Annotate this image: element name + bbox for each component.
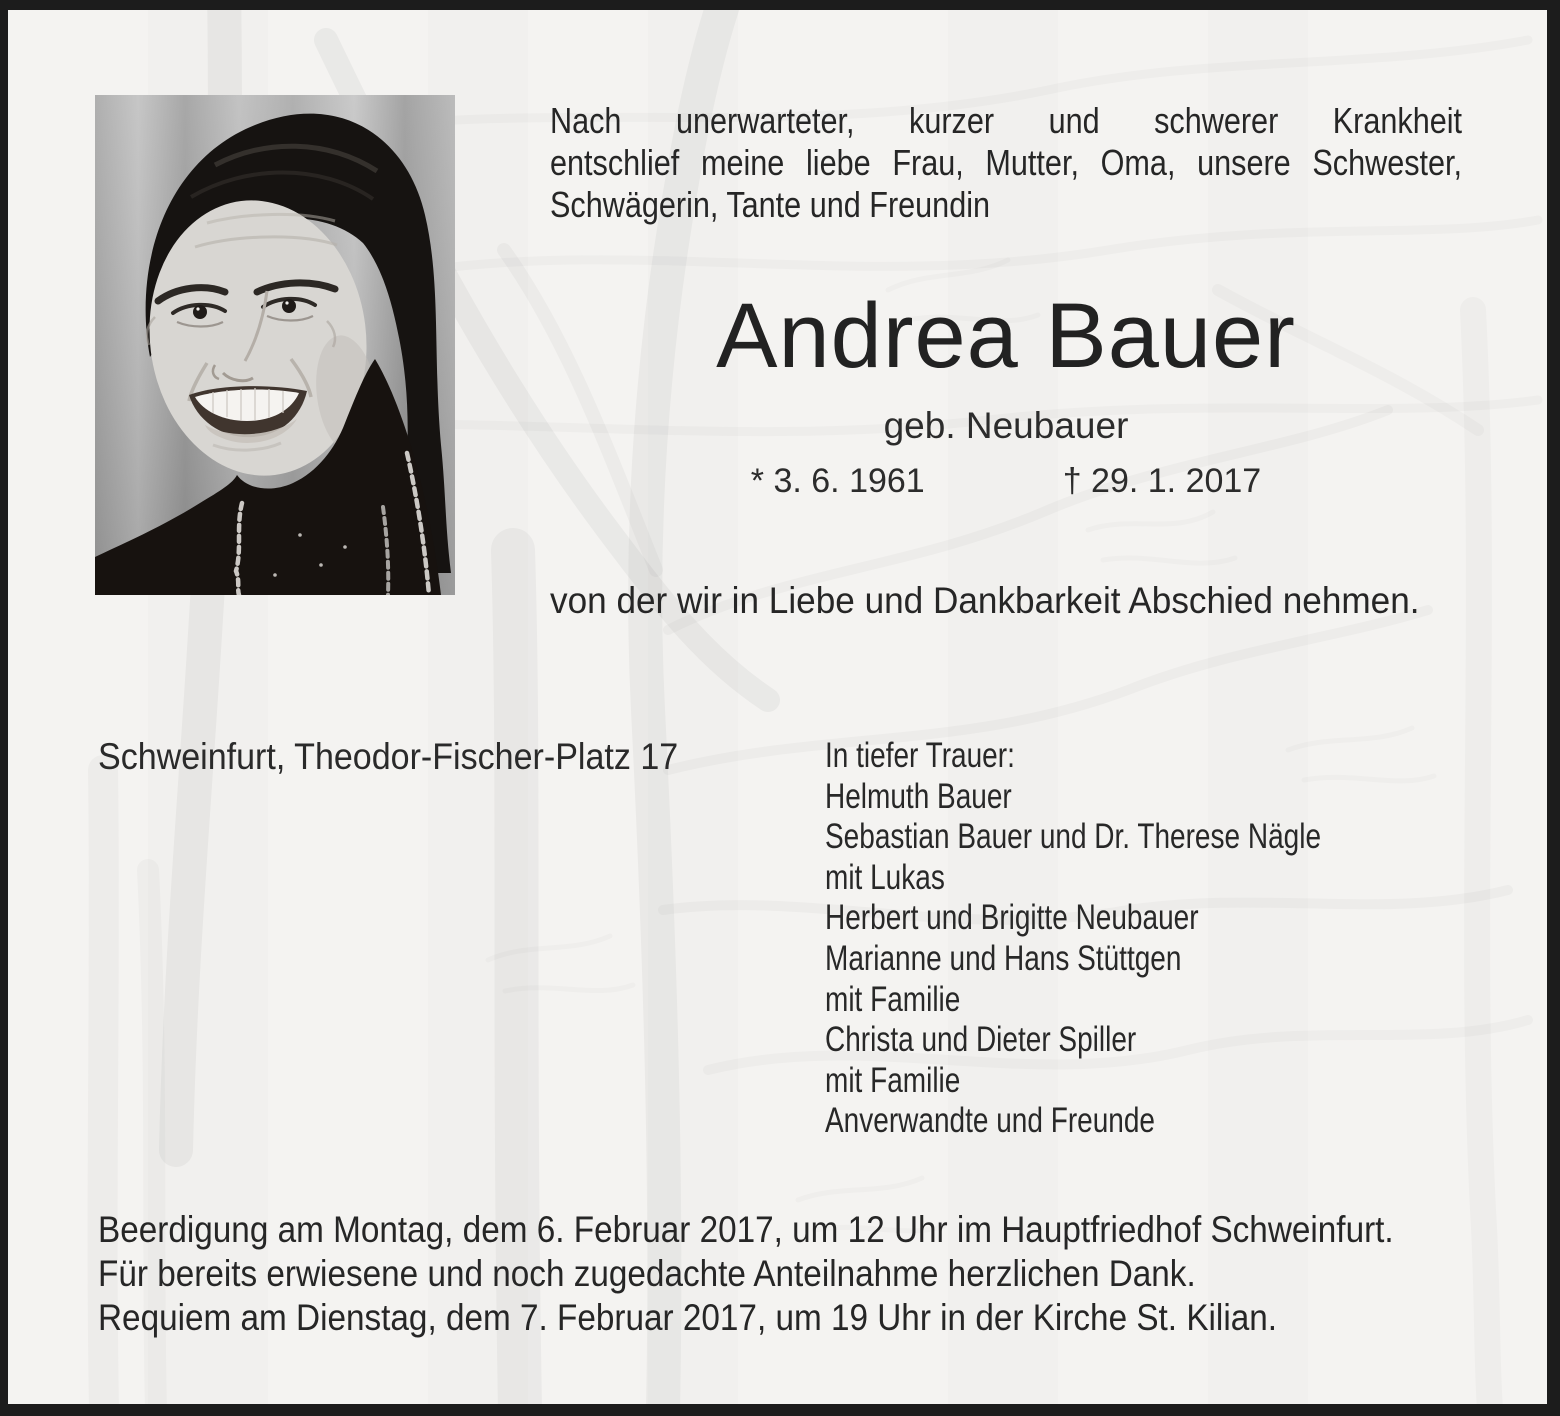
mourners-list [825, 736, 1321, 1142]
mourner-name: Christa und Dieter Spiller [825, 1020, 1137, 1060]
birth-date: * 3. 6. 1961 [750, 462, 925, 500]
address-line: Schweinfurt, Theodor-Fischer-Platz 17 [98, 736, 679, 777]
portrait-photo [95, 95, 455, 595]
obituary-card [8, 10, 1547, 1404]
intro-line-3: Schwägerin, Tante und Freundin [550, 184, 991, 225]
intro-text [550, 100, 1462, 226]
mourner-name: Sebastian Bauer und Dr. Therese Nägle [825, 817, 1322, 857]
farewell-line: von der wir in Liebe und Dankbarkeit Abschied nehmen. [550, 580, 1420, 621]
intro-line-1: Nach unerwarteter, kurzer und schwerer Krankheit [550, 100, 1463, 141]
death-date: † 29. 1. 2017 [1062, 462, 1262, 500]
mourners-heading: In tiefer Trauer: [825, 736, 1015, 775]
intro-line-2: entschlief meine liebe Frau, Mutter, Oma, unsere Schwester, [550, 142, 1463, 183]
mourner-name: mit Familie [825, 979, 961, 1019]
maiden-name: geb. Neubauer [883, 405, 1129, 446]
mourner-name: Helmuth Bauer [825, 776, 1012, 816]
funeral-line-2: Für bereits erwiesene und noch zugedachte Anteilnahme herzlichen Dank. [98, 1253, 1196, 1294]
mourner-name: Marianne und Hans Stüttgen [825, 938, 1182, 978]
mourner-name: Anverwandte und Freunde [825, 1101, 1155, 1141]
funeral-line-3: Requiem am Dienstag, dem 7. Februar 2017, um 19 Uhr in der Kirche St. Kilian. [98, 1297, 1278, 1338]
funeral-line-1: Beerdigung am Montag, dem 6. Februar 2017, um 12 Uhr im Hauptfriedhof Schweinfurt. [98, 1209, 1394, 1250]
funeral-info [98, 1208, 1394, 1340]
mourner-name: mit Familie [825, 1060, 961, 1100]
deceased-name: Andrea Bauer [716, 285, 1296, 387]
life-dates [550, 462, 1462, 501]
mourner-name: Herbert und Brigitte Neubauer [825, 898, 1199, 938]
mourner-name: mit Lukas [825, 857, 945, 897]
